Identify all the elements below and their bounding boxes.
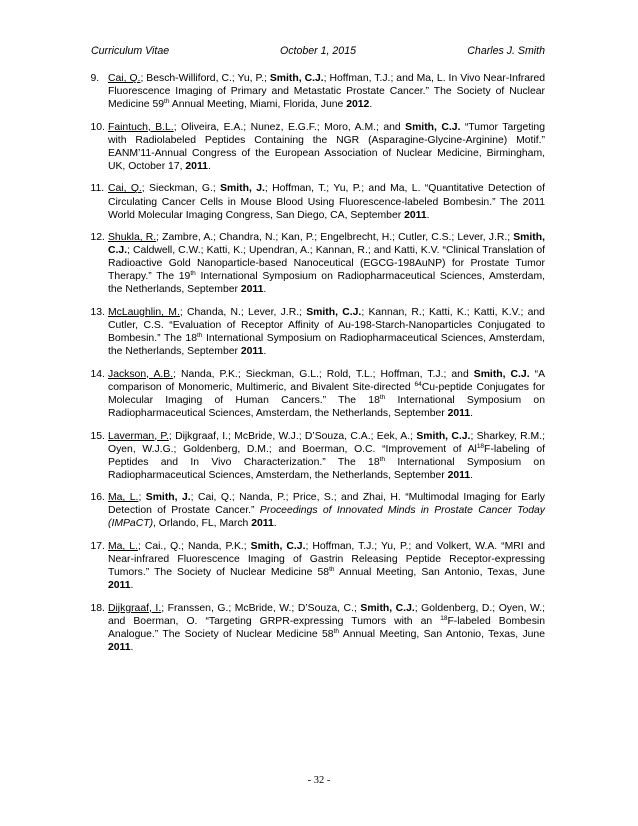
reference-first-author: Cai, Q. [108, 183, 142, 195]
reference-item [91, 540, 545, 592]
reference-year: 2011 [108, 641, 131, 653]
reference-item [91, 491, 545, 530]
reference-first-author: Dijkgraaf, I. [108, 602, 162, 614]
reference-text: Cu-peptide Conjugates for Molecular Imaging of Human Cancers.” The 18 [108, 381, 545, 406]
reference-item [91, 121, 545, 173]
reference-superscript: 18 [440, 614, 448, 622]
reference-text: ; Goldenberg, D.; Oyen, W.; and Boerman, O. “Targeting GRPR-expressing Tumors with an [108, 602, 546, 627]
reference-text: ; Cai, Q.; Nanda, P.; Price, S.; and Zhai, H. “Multimodal Imaging for Early Detection of Prostate Cancer.” [108, 492, 545, 517]
reference-body [108, 491, 545, 530]
reference-item [91, 182, 545, 221]
reference-superscript: th [379, 455, 386, 463]
reference-text: ; Besch-Williford, C.; Yu, P.; [140, 73, 270, 84]
reference-text: , Orlando, FL, March [153, 518, 252, 530]
reference-highlighted-author: Smith, C.J. [405, 121, 461, 133]
reference-text: Annual Meeting, San Antonio, Texas, June [334, 567, 546, 579]
reference-text: “A comparison of Monomeric, Multimeric, and Bivalent Site-directed [108, 368, 546, 393]
reference-item [91, 430, 545, 482]
reference-body [108, 540, 545, 592]
page-header [91, 45, 545, 59]
reference-superscript: th [164, 98, 170, 106]
reference-year: 2011 [251, 518, 274, 530]
reference-text: ; Dijkgraaf, I.; McBride, W.J.; D’Souza, C.A.; Eek, A.; [168, 430, 417, 442]
reference-text: ; Cai., Q.; Nanda, P.K.; [137, 540, 251, 552]
reference-superscript: 64 [414, 380, 422, 388]
reference-text: . [130, 641, 134, 653]
reference-number: 11. [90, 183, 105, 195]
reference-text: ; Kannan, R.; Katti, K.; Katti, K.V.; and Cutler, C.S. “Evaluation of Receptor Affinity of Au-198-Starch-Nanoparticles Conjugated to Bombesin.” The 18 [108, 306, 545, 345]
reference-first-author: Laverman, P. [108, 430, 169, 442]
reference-number: 15. [90, 430, 105, 442]
reference-highlighted-author: Smith, C.J. [360, 602, 415, 614]
header-date: October 1, 2015 [280, 45, 356, 57]
reference-first-author: Ma, L. [108, 540, 138, 552]
reference-year: 2011 [240, 346, 264, 358]
reference-number: 10. [90, 121, 105, 133]
reference-body [108, 72, 545, 111]
reference-text: F-labeled Bombesin Analogue.” The Society of Nuclear Medicine 58 [108, 615, 545, 640]
reference-text: Annual Meeting, Miami, Florida, June [169, 99, 347, 111]
reference-text: ; Nanda, P.K.; Sieckman, G.L.; Rold, T.L.; Hoffman, T.J.; and [173, 368, 474, 380]
reference-text: ; Chanda, N.; Lever, J.R.; [179, 306, 307, 318]
reference-text: International Symposium on Radiopharmaceutical Sciences, Amsterdam, the Netherlands, September [108, 456, 545, 481]
reference-text: ; Caldwell, C.W.; Katti, K.; Upendran, A.; Kannan, R.; and Katti, K.V. “Clinical Translation of Radioactive Gold Nanoparticle-based Nanoceutical (EGCG-198AuNP) for Prostate Tumor Therapy.” The 19 [108, 245, 545, 283]
reference-first-author: Ma, L. [108, 492, 139, 504]
reference-item [91, 602, 545, 654]
reference-superscript: th [379, 393, 386, 401]
reference-item [91, 368, 545, 420]
reference-superscript: th [333, 627, 340, 635]
reference-year: 2011 [240, 284, 264, 296]
reference-highlighted-author: Smith, C.J. [250, 540, 306, 552]
reference-proceedings-title: Proceedings of Innovated Minds in Prostate Cancer Today (IMPaCT) [108, 505, 545, 530]
reference-text: . [426, 209, 430, 221]
reference-text: . [273, 518, 277, 530]
reference-text: . [369, 99, 373, 111]
header-document-title: Curriculum Vitae [91, 45, 170, 57]
reference-text: ; Oliveira, E.A.; Nunez, E.G.F.; Moro, A.M.; and [173, 121, 406, 133]
reference-body [108, 306, 545, 358]
reference-year: 2011 [447, 469, 471, 481]
reference-text: International Symposium on Radiopharmaceutical Sciences, Amsterdam, the Netherlands, September [108, 271, 545, 296]
reference-item [91, 231, 545, 296]
reference-text: Annual Meeting, San Antonio, Texas, June [339, 628, 545, 640]
reference-highlighted-author: Smith, J. [145, 492, 191, 504]
reference-body [108, 231, 545, 296]
reference-number: 9. [90, 73, 100, 84]
reference-number: 17. [90, 540, 105, 552]
reference-text: International Symposium on Radiopharmaceutical Sciences, Amsterdam, the Netherlands, September [108, 333, 545, 358]
reference-text: ; Sieckman, G.; [141, 183, 221, 195]
reference-text: . [263, 284, 267, 296]
reference-text: . [470, 469, 474, 481]
reference-list [91, 72, 545, 663]
reference-superscript: 18 [476, 442, 485, 450]
reference-highlighted-author: Smith, C.J. [306, 306, 362, 318]
reference-number: 16. [90, 492, 105, 504]
page-number: - 32 - [307, 775, 331, 786]
reference-superscript: th [196, 332, 203, 340]
reference-superscript: th [329, 566, 335, 574]
reference-year: 2011 [404, 209, 427, 221]
reference-highlighted-author: Smith, C.J. [108, 232, 546, 257]
reference-year: 2011 [447, 408, 471, 420]
reference-number: 14. [90, 368, 105, 380]
reference-text: “Tumor Targeting with Radiolabeled Peptides Containing the NGR (Asparagine-Glycine-Arginine) Motif.” EANM’11-Annual Congress of the European Association of Nuclear Medicine, Birmingham, UK, October 17, [108, 121, 545, 172]
reference-superscript: th [190, 270, 196, 278]
reference-body [108, 182, 545, 221]
reference-body [108, 430, 545, 482]
reference-first-author: McLaughlin, M. [108, 306, 180, 318]
reference-year: 2012 [346, 99, 370, 111]
reference-text: . [130, 580, 134, 592]
reference-highlighted-author: Smith, J. [220, 183, 265, 195]
reference-text: ; Hoffman, T.J.; Yu, P.; and Volkert, W.A. “MRI and Near-infrared Fluorescence Imaging of Gastrin Releasing Peptide Receptor-expressing Tumors.” The Society of Nuclear Medicine 58 [108, 540, 545, 579]
reference-body [108, 368, 545, 420]
reference-text: . [470, 408, 474, 420]
reference-body [108, 602, 545, 654]
reference-text: . [263, 346, 267, 358]
reference-body [108, 121, 545, 173]
reference-text: ; [138, 492, 146, 504]
reference-highlighted-author: Smith, C.J. [269, 73, 324, 84]
reference-text: F-labeling of Peptides and In Vivo Characterization.” The 18 [108, 443, 545, 468]
reference-item [91, 306, 545, 358]
reference-highlighted-author: Smith, C.J. [416, 430, 471, 442]
reference-first-author: Shukla, R. [108, 232, 157, 244]
reference-year: 2011 [185, 160, 208, 172]
reference-year: 2011 [108, 580, 131, 592]
reference-text: ; Sharkey, R.M.; Oyen, W.J.G.; Goldenberg, D.M.; and Boerman, O.C. “Improvement of Al [108, 430, 545, 455]
reference-text: ; Hoffman, T.J.; and Ma, L. In Vivo Near-Infrared Fluorescence Imaging of Primary and Metastatic Prostate Cancer.” The Society of Nuclear Medicine 59 [108, 73, 545, 111]
reference-text: ; Zambre, A.; Chandra, N.; Kan, P.; Engelbrecht, H.; Cutler, C.S.; Lever, J.R.; [156, 232, 514, 244]
reference-number: 18. [90, 602, 105, 614]
reference-number: 12. [90, 232, 105, 244]
reference-number: 13. [90, 306, 105, 318]
header-author: Charles J. Smith [467, 45, 545, 57]
reference-first-author: Jackson, A.B. [108, 368, 174, 380]
reference-first-author: Faintuch, B.L. [108, 121, 174, 133]
reference-first-author: Cai, Q. [108, 73, 141, 84]
reference-text: ; Hoffman, T.; Yu, P.; and Ma, L. “Quantitative Detection of Circulating Cancer Cells in Mouse Blood Using Fluorescence-labeled Bombesin.” The 2011 World Molecular Imaging Congress, San Diego, CA, September [108, 183, 545, 221]
reference-text: . [207, 160, 211, 172]
reference-text: ; Franssen, G.; McBride, W.; D’Souza, C.; [161, 602, 361, 614]
reference-highlighted-author: Smith, C.J. [473, 368, 530, 380]
reference-text: International Symposium on Radiopharmaceutical Sciences, Amsterdam, the Netherlands, September [108, 394, 545, 420]
reference-item [91, 72, 545, 111]
